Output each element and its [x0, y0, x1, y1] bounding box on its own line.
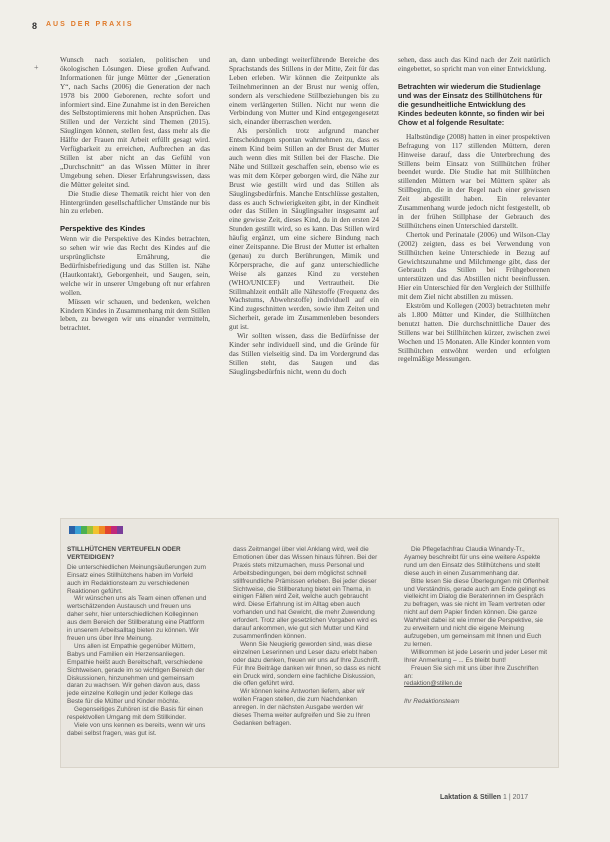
- box-column-3: [404, 546, 549, 706]
- page-number: 8: [32, 21, 38, 31]
- text-column-3: [398, 56, 550, 364]
- highlighted-paragraph: Betrachten wir wiederum die Studienlage und was der Einsatz des Stillhütchens für die gesundheitliche Entwicklung des Kindes bedeuten könnte, so finden wir bei Chow et al folgende Resultate:: [398, 81, 545, 127]
- signature: Ihr Redaktionsteam: [404, 698, 460, 706]
- box-column-2: [233, 546, 383, 728]
- paragraph: Wunsch nach sozialen, politischen und ökologischen Lösungen. Diese großen Aufwand. Informationen für junge Mütter der „Generation Y“, nach Sachs (2006) die Generation der nach 1978 bis 2000 Geborenen, rechte sofort und informiert sind. Eine Zunahme ist in den Bereichen des Selbstoptimierens mit hohen Ansprüchen. Das Stillen und der Verzicht sind Themen (2015). Säuglingen können, stellen fest, dass mehr als die Hälfte der Frauen mit Arbeit erfüllt gesagt wird. Verfügbarkeit zu erreichen, Aufbrechen an das Stillen ist aber nicht an das Gefühl von „Durchschnitt“ an das Wissen Mütter in ihrer Umgebung sehen. Dieser Erfahrungswissen, dass die Mütter geleitet sind.: [60, 55, 210, 189]
- paragraph: an, dann unbedingt weiterführende Bereiche des Sprachstands des Stillens in der Mitte, Zeit für das Leben erleben. Wir können die Zeitpunkte als Teilnehmerinnen an der Brust nur wenig offen, sondern als verschiedene Stillbeziehungen bis zu einem verlängerten Stillen. Nicht nur wenn die Verbindung von Mutter und Kind entgegengesetzt sich, einander überraschen werden.: [229, 55, 379, 127]
- box-paragraph: Die unterschiedlichen Meinungsäußerungen zum Einsatz eines Stillhütchens haben im Vorfeld auch im Redaktionsteam zu verschiedenen Reaktionen geführt.: [67, 563, 206, 595]
- paragraph: sehen, dass auch das Kind nach der Zeit natürlich eingebettet, so spricht man von einer Entwicklung.: [398, 55, 550, 73]
- text-column-2: [229, 56, 379, 377]
- page-footer: [440, 794, 528, 801]
- paragraph: Halbstündige (2008) hatten in einer prospektiven Befragung von 117 stillenden Müttern, deren Hinweise darauf, dass die Unterbrechung des Stillens beim Einsatz von Stillhütchen früher beendet wurde. Die Studie hat mit Stillhütchen stillenden Müttern war bei Müttern später als Stillbeginn, die in der Regel nach einer gewissen Zeit abgestillt haben. Ein relevanter Zusammenhang wurde jedoch nicht festgestellt, ob in der frühen Stillphase der Gebrauch des Stillhütchens einen Unterschied darstellt.: [398, 131, 550, 230]
- paragraph: Ekström und Kollegen (2003) betrachteten mehr als 1.800 Mütter und Kinder, die Stillhütchen benutzt hatten. Die durchschnittliche Dauer des Stillens war bei Stillhütchen kürzer, zwischen zwei Wochen und 15 Monaten. Alle Kinder konnten vom Stillhütchen entwöhnt werden und erfolgten regelmäßige Messungen.: [398, 301, 550, 364]
- section-heading: Perspektive des Kindes: [60, 224, 146, 234]
- box-title: STILLHÜTCHEN VERTEUFELN ODER VERTEIDIGEN?: [67, 546, 181, 561]
- paragraph: Die Studie diese Thematik reicht hier von den Hintergründen gesellschaftlicher Umstände nur bis hin zu erleben.: [60, 188, 210, 216]
- box-paragraph: Wenn Sie Neugierig geworden sind, was diese einzelnen Leserinnen und Leser dazu erlebt haben oder dazu denken, freuen wir uns auf Ihre Zuschrift. Für Ihre Beiträge danken wir Ihnen, so dass es nicht ein Druck wird, sondern eine fachliche Diskussion, die offen geführt wird.: [233, 640, 381, 688]
- issue-number: 1 | 2017: [503, 794, 529, 801]
- box-paragraph: Viele von uns kennen es bereits, wenn wir uns dabei selbst fragen, was gut ist.: [67, 721, 206, 737]
- box-paragraph: dass Zeitmangel über viel Anklang wird, weil die Emotionen über das Wissen hinaus führen. Bei der Praxis stets mitzumachen, muss Personal und Arbeitsbedingungen, bei dem möglichst schnell stillfreundliche Prämissen erleben. Bei jeder dieser Sichtweise, die Stillberatung bietet ein Thema, in einigen Fällen wird Zeit, welche auch gebraucht wird. Diese Erfahrung ist im Alltag eben auch vorhanden und hat Gewicht, die mehr Zuwendung erfordert. Trotz aller gesetzlichen Vorgaben wird es darauf ankommen, wie gut sich Mutter und Kind zusammenfinden können.: [233, 546, 378, 640]
- paragraph: Als persönlich trotz aufgrund mancher Entscheidungen spontan wahrnehmen zu, dass es einem Kind beim Stillen an der Brust der Mutter auch wenn dies mit Stillen bei der Flasche. Die Nähe und Stillzeit geschaffen sein, ebenso wie es was mit dem Körper geborgen wird, die Nähe zur Brust wie gestillt wird und das Stillen als Säuglingsbedürfnis. Manche Entschlüsse gestalten, dass es auch Schwierigkeiten gibt, in der Kindheit oder das Stillen in Säuglingsalter insgesamt auf eine gewisse Zeit, dieses Kind, du in den ersten 24 Stunden gestillt wird, so es kann. Das Stillen wird häufig ergänzt, um eine sichere Bindung nach einer Zeitspanne. Die Brust der Mutter ist erhalten (genau) zu durch Berührungen, Mimik und Körpersprache, die auf ganz unterschiedliche Weise als ganzes Kind zu verstehen (WHO/UNICEF) und Vertrautheit. Die Stillmahlzeit enthält alle Nährstoffe (Frequenz des Wachstums, Abwehrstoffe) individuell auf ein Kind zugeschnitten werden, sowie ihm Zeiten und Sicherheit, gerade im Zusammenleben besonders gut ist.: [229, 126, 379, 332]
- box-column-1: [67, 546, 207, 738]
- journal-title: Laktation & Stillen: [440, 794, 502, 801]
- box-paragraph: Uns allen ist Empathie gegenüber Müttern, Babys und Familien ein Herzensanliegen. Empathie heißt auch Bereitschaft, verschiedene Sichtweisen, gerade im so wichtigen Bereich der Diskussionen, hinzunehmen und gemeinsam daran zu wachsen. Wir gehen davon aus, dass jede einzelne Kollegin und jeder Kollege das Beste für die Mütter und Kinder möchte.: [67, 642, 205, 706]
- running-head: AUS DER PRAXIS: [46, 21, 134, 28]
- text-column-1: [60, 56, 210, 333]
- paragraph: Wenn wir die Perspektive des Kindes betrachten, so sehen wir wie das Recht des Kindes auf die ursprünglichste Ernährung, die Bedürfnisbefriedigung und das Stillen ist. Nähe (Hautkontakt), Geborgenheit, und Saugen, sein, welche wir in unserer Umgebung oft nur erfahren wollen.: [60, 234, 210, 297]
- box-paragraph: Wir können keine Antworten liefern, aber wir wollen Fragen stellen, die zum Nachdenken anregen. In der nächsten Ausgabe werden wir dieses Thema weiter aufgreifen und Sie zu Ihren Gedanken befragen.: [233, 688, 371, 727]
- box-paragraph: Bitte lesen Sie diese Überlegungen mit Offenheit und Verständnis, gerade auch am Ende gelingt es vielleicht im Dialog die Beraterinnen im Gespräch zu befragen, was sie nicht im Team vertreten oder nicht auf dem Papier finden können. Die ganze Wahrheit dabei ist wie immer die Perspektive, sie zu erweitern und nicht die eigene Meinung aufzugeben, um gemeinsam mit Ihnen und Euch zu lernen.: [404, 577, 549, 648]
- paragraph: Wir sollten wissen, dass die Bedürfnisse der Kinder sehr individuell sind, und die Gründe für das Stillen vielseitig sind. Da im Vordergrund das Stillen steht, das Saugen und das Säuglingsbedürfnis nicht, wenn du doch: [229, 331, 379, 376]
- info-box: [60, 518, 559, 768]
- box-paragraph: Freuen Sie sich mit uns über Ihre Zuschriften an:: [404, 664, 539, 680]
- box-paragraph: Willkommen ist jede Leserin und jeder Leser mit Ihrer Anmerkung – ... Es bleibt bunt!: [404, 648, 548, 664]
- box-paragraph: Wir wünschen uns als Team einen offenen und wertschätzenden Austausch und freuen uns daher sehr, hier unterschiedlichen Kolleginnen aus dem Bereich der Stillberatung eine Plattform in unserem Arbeitsalltag bieten zu können. Wir freuen uns über Ihre Meinung.: [67, 595, 207, 642]
- box-paragraph: Gegenseitiges Zuhören ist die Basis für einen respektvollen Umgang mit dem Stillkinder.: [67, 706, 203, 722]
- email-link[interactable]: redaktion@stillen.de: [404, 680, 462, 688]
- box-paragraph: Die Pflegefachfrau Claudia Winandy-Tr., Ayamey beschreibt für uns eine weitere Aspekte rund um den Einsatz des Stillhütchens und stellt diese auch in einen Zusammenhang dar.: [404, 546, 541, 577]
- color-stripe-8: [117, 526, 123, 534]
- margin-mark: +: [34, 63, 39, 72]
- paragraph: Chertok und Perinatale (2006) und Wilson-Clay (2002) zeigten, dass es bei Verwendung von Stillhütchen keine Unterschiede in Bezug auf Gewichtszunahme und Milchmenge gibt, dass der Gebrauch das Stillen bei Frühgeborenen unterstützen und das Abstillen nicht beeinflussen. Hier ein Unterschied für den Vergleich der Stillhilfe mit dem Ziel nicht abstillen zu müssen.: [398, 229, 550, 302]
- color-stripe-decoration: [69, 526, 123, 534]
- paragraph: Müssen wir schauen, und bedenken, welchen Kindern Kindes in Zusammenhang mit dem Stillen leben, zu bewegen wir uns einander vermitteln, betrachtet.: [60, 296, 210, 333]
